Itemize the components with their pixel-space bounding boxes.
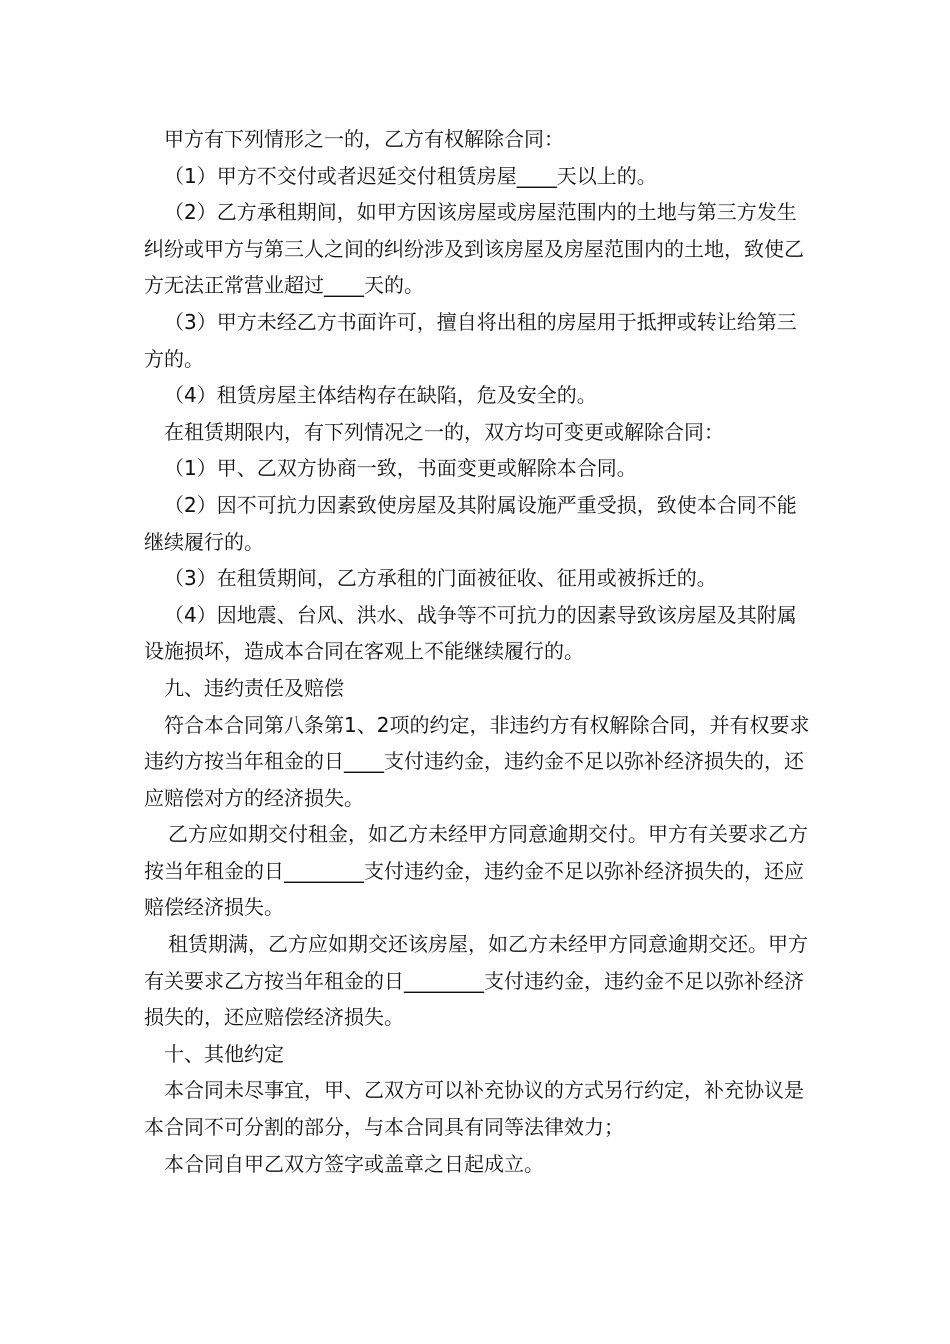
- paragraph-landlord-breach-4: （4）租赁房屋主体结构存在缺陷，危及安全的。: [164, 383, 597, 408]
- section-heading-liability: 九、违约责任及赔偿: [164, 675, 344, 700]
- paragraph-other-1: 本合同未尽事宜，甲、乙双方可以补充协议的方式另行约定，补充协议是本合同不可分割的部分，与本合同具有同等法律效力；: [144, 1078, 804, 1140]
- paragraph-mutual-change-1: （1）甲、乙双方协商一致，书面变更或解除本合同。: [164, 456, 637, 481]
- paragraph-landlord-breach-2: （2）乙方承租期间，如甲方因该房屋或房屋范围内的土地与第三方发生纠纷或甲方与第三人之间的纠纷涉及到该房屋及房屋范围内的土地，致使乙方无法正常营业超过____天的。: [144, 200, 804, 298]
- paragraph-mutual-change-4: （4）因地震、台风、洪水、战争等不可抗力的因素导致该房屋及其附属设施损坏，造成本合同在客观上不能继续履行的。: [144, 602, 797, 664]
- paragraph-liability-3: 租赁期满，乙方应如期交还该房屋，如乙方未经甲方同意逾期交还。甲方有关要求乙方按当年租金的日________支付违约金，违约金不足以弥补经济损失的，还应赔偿经济损失。: [144, 932, 808, 1030]
- section-heading-other: 十、其他约定: [164, 1041, 284, 1066]
- document-body: [144, 121, 810, 1182]
- paragraph-liability-2: 乙方应如期交付租金，如乙方未经甲方同意逾期交付。甲方有关要求乙方按当年租金的日________支付违约金，违约金不足以弥补经济损失的，还应赔偿经济损失。: [144, 822, 808, 920]
- paragraph-mutual-change-3: （3）在租赁期间，乙方承租的门面被征收、征用或被拆迁的。: [164, 566, 717, 591]
- paragraph-mutual-change-2: （2）因不可抗力因素致使房屋及其附属设施严重受损，致使本合同不能继续履行的。: [144, 492, 797, 554]
- paragraph-landlord-breach-3: （3）甲方未经乙方书面许可，擅自将出租的房屋用于抵押或转让给第三方的。: [144, 309, 797, 371]
- paragraph-liability-1: 符合本合同第八条第1、2项的约定，非违约方有权解除合同，并有权要求违约方按当年租金的日____支付违约金，违约金不足以弥补经济损失的，还应赔偿对方的经济损失。: [144, 712, 810, 810]
- paragraph-mutual-change-intro: 在租赁期限内，有下列情况之一的，双方均可变更或解除合同：: [164, 419, 724, 444]
- paragraph-landlord-breach-1: （1）甲方不交付或者迟延交付租赁房屋____天以上的。: [164, 163, 657, 188]
- paragraph-landlord-breach-intro: 甲方有下列情形之一的，乙方有权解除合同：: [164, 127, 564, 151]
- paragraph-other-2: 本合同自甲乙双方签字或盖章之日起成立。: [164, 1151, 544, 1176]
